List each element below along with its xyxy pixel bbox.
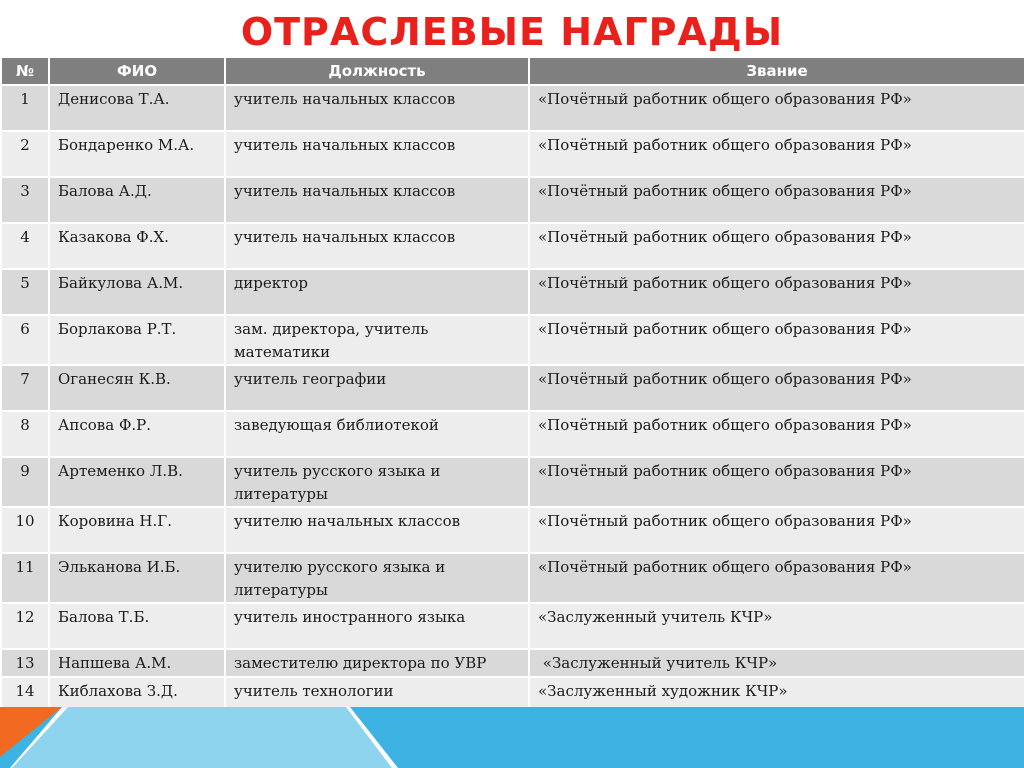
table-row [1, 269, 1024, 315]
row-number: 5 [1, 269, 49, 315]
row-name: Оганесян К.В. [49, 365, 225, 411]
table-row [1, 365, 1024, 411]
row-title: «Заслуженный учитель КЧР» [529, 649, 1024, 677]
row-name: Апсова Ф.Р. [49, 411, 225, 457]
row-position: зам. директора, учитель математики [225, 315, 529, 365]
row-title: «Почётный работник общего образования РФ» [529, 315, 1024, 365]
row-title: «Почётный работник общего образования РФ» [529, 177, 1024, 223]
row-name: Элькановa И.Б. [49, 553, 225, 603]
header-title: Звание [529, 57, 1024, 85]
row-position: учитель начальных классов [225, 131, 529, 177]
row-title: «Почётный работник общего образования РФ» [529, 411, 1024, 457]
row-name: Напшева А.М. [49, 649, 225, 677]
table-row [1, 315, 1024, 365]
row-number: 7 [1, 365, 49, 411]
row-position: учителю начальных классов [225, 507, 529, 553]
header-number: № [1, 57, 49, 85]
row-position: учителю русского языка и литературы [225, 553, 529, 603]
row-position: учитель начальных классов [225, 85, 529, 131]
row-number: 1 [1, 85, 49, 131]
slide-title: ОТРАСЛЕВЫЕ НАГРАДЫ [240, 10, 784, 54]
table-row [1, 457, 1024, 507]
awards-table [0, 56, 1024, 711]
row-position: учитель русского языка и литературы [225, 457, 529, 507]
row-position: учитель начальных классов [225, 223, 529, 269]
row-number: 8 [1, 411, 49, 457]
table-row [1, 411, 1024, 457]
row-number: 2 [1, 131, 49, 177]
row-position: заместителю директора по УВР [225, 649, 529, 677]
header-position: Должность [225, 57, 529, 85]
row-name: Балова А.Д. [49, 177, 225, 223]
row-title: «Заслуженный художник КЧР» [529, 677, 1024, 710]
row-title: «Почётный работник общего образования РФ» [529, 457, 1024, 507]
row-name: Борлакова Р.Т. [49, 315, 225, 365]
row-number: 3 [1, 177, 49, 223]
row-position: учитель географии [225, 365, 529, 411]
row-title: «Почётный работник общего образования РФ» [529, 553, 1024, 603]
row-position: учитель начальных классов [225, 177, 529, 223]
row-name: Казакова Ф.Х. [49, 223, 225, 269]
table-row [1, 603, 1024, 649]
table-row [1, 223, 1024, 269]
row-number: 6 [1, 315, 49, 365]
table-row [1, 649, 1024, 677]
footer-decoration [0, 707, 1024, 768]
row-title: «Почётный работник общего образования РФ» [529, 85, 1024, 131]
row-number: 10 [1, 507, 49, 553]
row-number: 9 [1, 457, 49, 507]
row-name: Балова Т.Б. [49, 603, 225, 649]
row-title: «Почётный работник общего образования РФ» [529, 223, 1024, 269]
footer-blue-stripe [12, 707, 392, 768]
row-title: «Заслуженный учитель КЧР» [529, 603, 1024, 649]
row-title: «Почётный работник общего образования РФ» [529, 131, 1024, 177]
row-title: «Почётный работник общего образования РФ» [529, 269, 1024, 315]
row-position: учитель технологии [225, 677, 529, 710]
row-title: «Почётный работник общего образования РФ» [529, 365, 1024, 411]
row-name: Коровина Н.Г. [49, 507, 225, 553]
row-position: учитель иностранного языка [225, 603, 529, 649]
row-position: заведующая библиотекой [225, 411, 529, 457]
row-name: Бондаренко М.А. [49, 131, 225, 177]
table-row [1, 677, 1024, 710]
row-number: 13 [1, 649, 49, 677]
table-row [1, 131, 1024, 177]
row-name: Артеменко Л.В. [49, 457, 225, 507]
row-number: 12 [1, 603, 49, 649]
row-name: Байкулова А.М. [49, 269, 225, 315]
table-row [1, 85, 1024, 131]
row-number: 14 [1, 677, 49, 710]
table-row [1, 177, 1024, 223]
table-row [1, 553, 1024, 603]
row-position: директор [225, 269, 529, 315]
row-number: 11 [1, 553, 49, 603]
row-number: 4 [1, 223, 49, 269]
row-name: Денисова Т.А. [49, 85, 225, 131]
header-name: ФИО [49, 57, 225, 85]
table-header-row [1, 57, 1024, 85]
row-name: Киблахова З.Д. [49, 677, 225, 710]
table-row [1, 507, 1024, 553]
row-title: «Почётный работник общего образования РФ» [529, 507, 1024, 553]
